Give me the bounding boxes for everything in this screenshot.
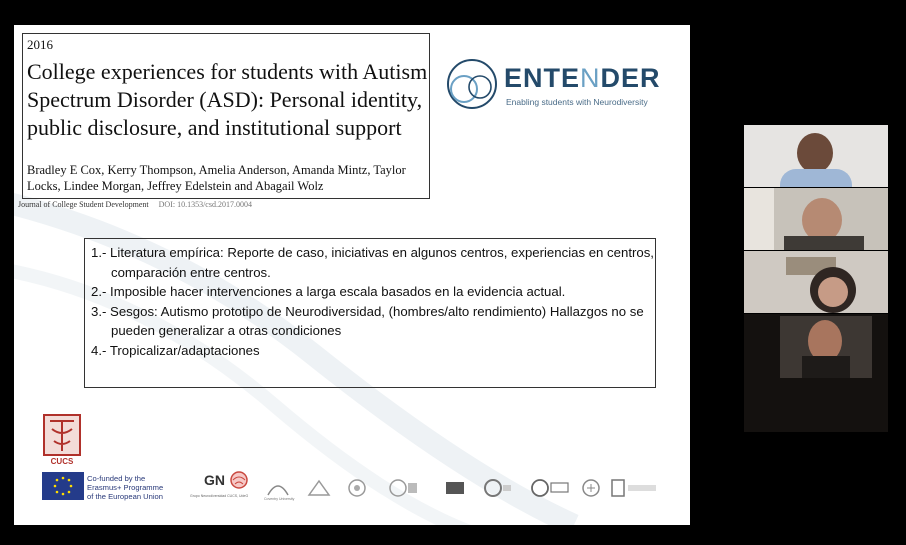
participant-avatar bbox=[797, 133, 833, 173]
partner-logo-4-icon bbox=[444, 477, 466, 497]
shared-slide bbox=[14, 25, 690, 525]
citation-box bbox=[22, 33, 430, 199]
point-item: 3.- Sesgos: Autismo prototipo de Neurodiversidad, (hombres/alto rendimiento) Hallazgos no se pueden generalizar a otras condiciones bbox=[91, 303, 644, 338]
participant-tile-3[interactable] bbox=[744, 251, 888, 313]
gn-logo bbox=[190, 470, 260, 500]
brain-icon bbox=[228, 470, 250, 490]
participant-tile-2[interactable] bbox=[744, 188, 888, 250]
gn-text: GN bbox=[204, 472, 225, 488]
citation-title: College experiences for students with Autism Spectrum Disorder (ASD): Personal identity, public disclosure, and institutional support bbox=[27, 59, 428, 140]
cucs-label: CUCS bbox=[50, 457, 74, 466]
citation-authors: Bradley E Cox, Kerry Thompson, Amelia Anderson, Amanda Mintz, Taylor Locks, Lindee Morgan, Jeffrey Edelstein and Abagail Wolz bbox=[27, 163, 406, 193]
participant-shirt bbox=[784, 236, 864, 250]
participant-tile-1[interactable] bbox=[744, 125, 888, 187]
partner-logo-5-icon bbox=[482, 477, 512, 497]
citation-journal bbox=[18, 200, 252, 209]
gn-subtitle: Grupo Neurodiversidad CUCS, UdeG bbox=[190, 494, 249, 498]
participant-face bbox=[818, 277, 848, 307]
entender-rings-icon bbox=[442, 57, 506, 113]
partner-logo-7-icon bbox=[580, 477, 602, 497]
eu-line-2: Erasmus+ Programme bbox=[87, 483, 164, 492]
eu-line-1: Co-funded by the bbox=[87, 474, 146, 483]
eu-line-3: of the European Union bbox=[87, 492, 163, 501]
participant-video bbox=[780, 316, 872, 378]
wordmark-part-3: DER bbox=[600, 63, 661, 93]
partner-logo-8-icon bbox=[610, 477, 660, 497]
point-item: 2.- Imposible hacer intervenciones a larga escala basados en la evidencia actual. bbox=[91, 284, 566, 299]
partner-logo-1-icon bbox=[306, 477, 332, 497]
point-item: 1.- Literatura empírica: Reporte de caso, iniciativas en algunos centros, experiencias en centros, comparación entre centros. bbox=[91, 245, 654, 280]
point-item: 4.- Tropicalizar/adaptaciones bbox=[91, 342, 260, 358]
wordmark-part-2: N bbox=[580, 63, 601, 93]
partner-logo-3-icon bbox=[388, 477, 418, 497]
window-blinds bbox=[744, 188, 774, 250]
entender-tagline: Enabling students with Neurodiversity bbox=[506, 97, 648, 107]
content-box bbox=[84, 238, 656, 388]
journal-doi: DOI: 10.1353/csd.2017.0004 bbox=[158, 200, 252, 209]
partner-logo-6-icon bbox=[530, 477, 570, 497]
eu-flag-icon bbox=[42, 472, 84, 500]
wordmark-part-1: ENTE bbox=[504, 63, 581, 93]
participant-shirt bbox=[802, 356, 850, 378]
entender-wordmark bbox=[504, 63, 661, 94]
points-list bbox=[85, 239, 655, 360]
coventry-icon bbox=[264, 477, 292, 497]
citation-year: 2016 bbox=[27, 37, 53, 52]
journal-name: Journal of College Student Development bbox=[18, 200, 149, 209]
eu-funding-text bbox=[87, 474, 163, 501]
participant-shirt bbox=[780, 169, 852, 187]
partner-logo-2-icon bbox=[344, 477, 370, 497]
coventry-label: Coventry University bbox=[264, 497, 295, 501]
participant-tile-4[interactable] bbox=[744, 314, 888, 432]
entender-logo bbox=[442, 57, 672, 113]
coventry-logo bbox=[264, 477, 295, 501]
